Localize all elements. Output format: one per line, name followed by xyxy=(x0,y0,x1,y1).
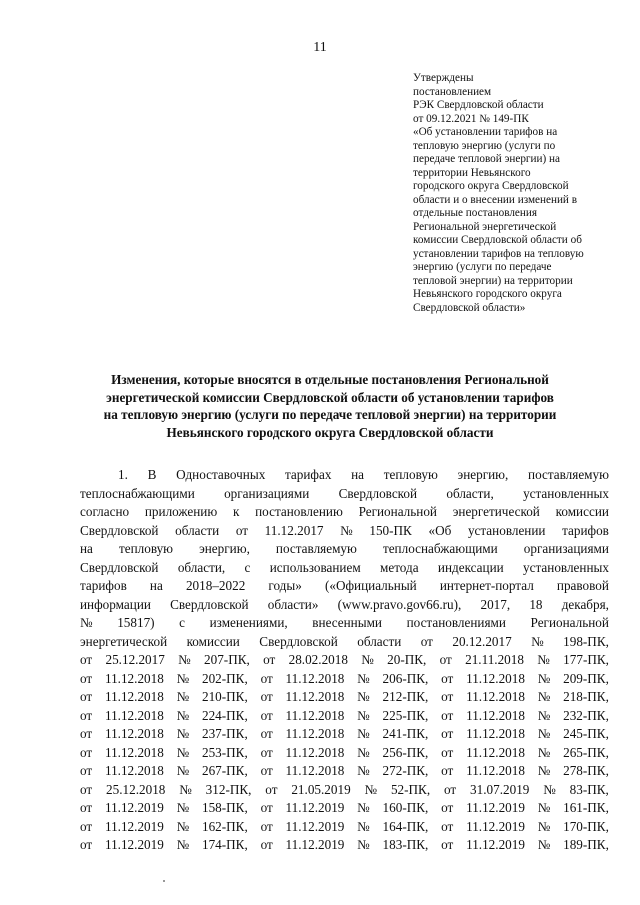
body-line xyxy=(80,485,609,504)
body-line xyxy=(80,559,609,578)
body-line xyxy=(80,596,609,615)
word: № xyxy=(176,707,190,723)
word: изменениями, xyxy=(209,615,288,630)
word: области xyxy=(175,522,220,538)
word: 162-ПК, xyxy=(201,818,248,834)
body-line xyxy=(80,744,609,763)
approval-line: Региональной энергетической xyxy=(413,220,557,233)
word: тарифах xyxy=(285,467,332,482)
word: от xyxy=(260,744,273,760)
word: установленных xyxy=(523,559,609,575)
word: 28.02.2018 xyxy=(288,652,348,667)
word: области» xyxy=(267,596,319,612)
word: от xyxy=(441,726,454,741)
word: правовой xyxy=(556,578,609,593)
word: 11.12.2019 xyxy=(285,837,345,852)
word: 11.12.2018 xyxy=(466,689,525,704)
word: постановлению xyxy=(255,504,343,519)
word: от xyxy=(80,744,93,760)
word: 2018–2022 xyxy=(185,578,246,593)
word: Свердловской xyxy=(170,596,249,612)
heading-line: Изменения, которые вносятся в отдельные постановления Региональной xyxy=(111,372,549,387)
word: интернет-портал xyxy=(439,578,534,593)
word: от xyxy=(441,689,454,704)
word: № xyxy=(80,615,93,630)
word: 11.12.2017 xyxy=(264,522,324,538)
approval-line: территории Невьянского xyxy=(413,166,531,179)
word: использованием xyxy=(269,559,361,575)
body-line xyxy=(80,614,609,633)
word: Региональной xyxy=(358,504,437,519)
word: от xyxy=(80,837,93,852)
page-number: 11 xyxy=(313,40,327,55)
body-line xyxy=(80,707,609,726)
word: от xyxy=(441,670,454,686)
word: № xyxy=(340,522,353,538)
word: 278-ПК, xyxy=(563,763,609,778)
word: установлении xyxy=(467,522,546,538)
word: метода xyxy=(380,559,419,575)
word: 11.12.2018 xyxy=(104,763,164,778)
word: от xyxy=(260,670,273,686)
word: № xyxy=(537,837,551,852)
word: от xyxy=(80,689,93,704)
word: внесенными xyxy=(312,615,382,630)
body-line xyxy=(80,577,609,596)
word: 232-ПК, xyxy=(563,707,609,723)
word: энергетической xyxy=(452,504,540,519)
word: 11.12.2018 xyxy=(285,726,345,741)
word: № xyxy=(357,818,370,834)
word: № xyxy=(537,707,551,723)
word: 11.12.2019 xyxy=(466,800,525,815)
word: 218-ПК, xyxy=(563,689,609,704)
word: организациями xyxy=(523,541,609,556)
word: 265-ПК, xyxy=(563,744,609,760)
body-line xyxy=(80,670,609,689)
word: 241-ПК, xyxy=(382,726,429,741)
word: 21.05.2019 xyxy=(291,781,351,797)
word: 177-ПК, xyxy=(563,652,609,667)
word: № xyxy=(537,652,550,667)
word: от xyxy=(260,818,273,834)
word: № xyxy=(537,670,551,686)
word: «Об xyxy=(428,522,452,538)
word: тарифов xyxy=(80,578,127,593)
word: индексации xyxy=(437,559,504,575)
word: от xyxy=(441,744,454,760)
word: от xyxy=(80,781,93,797)
word: 20-ПК, xyxy=(387,652,427,667)
word: от xyxy=(441,800,454,815)
approval-line: Утверждены xyxy=(413,72,474,84)
word: от xyxy=(260,726,273,741)
word: 170-ПК, xyxy=(563,818,609,834)
word: согласно xyxy=(80,504,130,519)
approval-line: от 09.12.2021 № 149-ПК xyxy=(413,112,529,125)
word: 174-ПК, xyxy=(201,837,248,852)
word: 11.12.2018 xyxy=(104,707,164,723)
word: от xyxy=(80,763,93,778)
word: 11.12.2019 xyxy=(466,818,525,834)
word: комиссии xyxy=(555,504,609,519)
approval-line: энергию (услуги по передаче xyxy=(413,261,552,273)
word: от xyxy=(235,522,249,538)
word: теплоснабжающими xyxy=(382,541,498,556)
word: 245-ПК, xyxy=(563,726,609,741)
body-line xyxy=(80,818,609,837)
document-heading xyxy=(60,371,600,441)
word: поставляемую xyxy=(275,541,357,556)
word: 150-ПК xyxy=(369,522,412,538)
approval-line: «Об установлении тарифов на xyxy=(413,126,558,138)
word: № xyxy=(176,763,190,778)
word: на xyxy=(149,578,163,593)
word: 11.12.2018 xyxy=(104,726,164,741)
approval-line: Невьянского городского округа xyxy=(413,288,562,300)
word: Свердловской xyxy=(80,522,159,538)
body-line xyxy=(80,799,609,818)
word: № xyxy=(357,744,370,760)
body-line xyxy=(80,540,609,559)
word: 183-ПК, xyxy=(382,837,429,852)
word: 11.12.2018 xyxy=(466,726,525,741)
approval-line: комиссии Свердловской области об xyxy=(413,234,582,246)
word: 164-ПК, xyxy=(382,818,429,834)
word: 21.11.2018 xyxy=(465,652,524,667)
word: 11.12.2018 xyxy=(285,707,345,723)
word: тарифов xyxy=(562,522,609,538)
word: 11.12.2018 xyxy=(104,670,164,686)
word: 189-ПК, xyxy=(563,837,609,852)
word: информации xyxy=(80,596,151,612)
scan-speck xyxy=(163,880,165,882)
word: 31.07.2019 xyxy=(470,781,530,797)
approval-line: РЭК Свердловской области xyxy=(413,99,544,111)
word: 11.12.2018 xyxy=(466,744,525,760)
word: на xyxy=(351,467,365,482)
word: 212-ПК, xyxy=(382,689,429,704)
word: 11.12.2019 xyxy=(104,818,164,834)
word: постановлениями xyxy=(406,615,506,630)
word: № xyxy=(179,781,192,797)
word: № xyxy=(537,744,551,760)
word: 272-ПК, xyxy=(382,763,429,778)
word: 11.12.2018 xyxy=(285,744,345,760)
word: 207-ПК, xyxy=(204,652,250,667)
word: энергетической xyxy=(80,633,168,649)
word: тепловую xyxy=(118,541,174,556)
word: установленных xyxy=(523,485,609,501)
word: от xyxy=(441,763,454,778)
approval-line: Свердловской области» xyxy=(413,301,526,314)
word: 11.12.2019 xyxy=(104,837,164,852)
heading-line: энергетической комиссии Свердловской области об установлении тарифов xyxy=(106,389,554,405)
word: 198-ПК, xyxy=(563,633,609,649)
word: от xyxy=(441,707,454,723)
word: Свердловской xyxy=(80,559,159,575)
word: № xyxy=(176,726,190,741)
word: № xyxy=(176,689,190,704)
word: № xyxy=(531,633,544,649)
heading-line: на тепловую энергию (услуги по передаче тепловой энергии) на территории xyxy=(103,407,557,422)
word: 253-ПК, xyxy=(201,744,248,760)
word: № xyxy=(357,763,370,778)
word: 15817) xyxy=(117,615,155,630)
word: 11.12.2018 xyxy=(285,763,345,778)
word: № xyxy=(357,800,370,815)
word: организациями xyxy=(224,485,310,501)
word: № xyxy=(357,670,370,686)
word: № xyxy=(537,763,551,778)
word: годы» xyxy=(268,578,302,593)
word: декабря, xyxy=(561,596,609,612)
word: от xyxy=(260,800,273,815)
word: 11.12.2019 xyxy=(285,800,345,815)
word: 256-ПК, xyxy=(382,744,429,760)
word: от xyxy=(444,781,457,797)
approval-line: передаче тепловой энергии) на xyxy=(413,153,560,165)
word: № xyxy=(176,837,190,852)
word: энергию, xyxy=(199,541,250,556)
word: 11.12.2018 xyxy=(466,670,525,686)
word: 11.12.2018 xyxy=(285,689,345,704)
word: от xyxy=(265,781,278,797)
word: 11.12.2018 xyxy=(104,744,164,760)
word: области, xyxy=(177,559,226,575)
word: энергию, xyxy=(457,467,509,482)
word: 160-ПК, xyxy=(382,800,429,815)
word: к xyxy=(232,504,240,519)
word: Региональной xyxy=(530,615,609,630)
word: 25.12.2017 xyxy=(105,652,165,667)
word: 1. xyxy=(118,467,128,482)
word: 11.12.2019 xyxy=(466,837,525,852)
word: 25.12.2018 xyxy=(106,781,166,797)
word: области xyxy=(357,633,402,649)
body-line xyxy=(80,688,609,707)
word: 11.12.2018 xyxy=(285,670,345,686)
word: № xyxy=(176,818,190,834)
word: 52-ПК, xyxy=(390,781,431,797)
body-line xyxy=(80,762,609,781)
word: от xyxy=(80,726,93,741)
word: от xyxy=(80,652,93,667)
word: тепловую xyxy=(383,467,438,482)
word: № xyxy=(357,726,370,741)
word: 209-ПК, xyxy=(563,670,609,686)
word: от xyxy=(441,837,454,852)
word: № xyxy=(364,781,378,797)
word: 2017, xyxy=(480,596,511,612)
word: 267-ПК, xyxy=(201,763,248,778)
word: № xyxy=(543,781,556,797)
word: № xyxy=(537,726,551,741)
word: № xyxy=(178,652,191,667)
word: с xyxy=(244,559,251,575)
word: приложению xyxy=(144,504,218,519)
word: № xyxy=(176,800,190,815)
word: 225-ПК, xyxy=(382,707,429,723)
approval-line: городского округа Свердловской xyxy=(413,180,569,192)
approval-line: отдельные постановления xyxy=(413,207,537,219)
word: 312-ПК, xyxy=(205,781,252,797)
word: с xyxy=(179,615,186,630)
document-body xyxy=(80,466,609,855)
word: 161-ПК, xyxy=(563,800,609,815)
word: 11.12.2018 xyxy=(466,763,525,778)
word: № xyxy=(357,837,370,852)
approval-line: установлении тарифов на тепловую xyxy=(413,247,584,260)
word: № xyxy=(357,689,370,704)
word: № xyxy=(176,744,190,760)
word: 11.12.2018 xyxy=(104,689,164,704)
body-line xyxy=(80,466,609,485)
word: 11.12.2018 xyxy=(466,707,525,723)
word: («Официальный xyxy=(324,578,417,593)
word: от xyxy=(80,800,93,815)
word: от xyxy=(260,707,273,723)
word: № xyxy=(361,652,374,667)
word: 20.12.2017 xyxy=(452,633,512,649)
word: 202-ПК, xyxy=(201,670,248,686)
word: комиссии xyxy=(186,633,240,649)
word: Одноставочных xyxy=(176,467,266,482)
word: № xyxy=(537,689,551,704)
body-line xyxy=(80,503,609,522)
word: № xyxy=(537,818,551,834)
word: № xyxy=(176,670,190,686)
word: 83-ПК, xyxy=(569,781,609,797)
word: 206-ПК, xyxy=(382,670,429,686)
word: от xyxy=(260,689,273,704)
word: на xyxy=(80,541,93,556)
word: Свердловской xyxy=(338,485,418,501)
body-line xyxy=(80,633,609,652)
approval-line: области и о внесении изменений в xyxy=(413,193,577,206)
word: области, xyxy=(446,485,494,501)
body-line xyxy=(80,781,609,800)
body-line xyxy=(80,725,609,744)
body-line xyxy=(80,522,609,541)
word: 11.12.2019 xyxy=(285,818,345,834)
word: № xyxy=(357,707,370,723)
word: Свердловской xyxy=(259,633,338,649)
approval-line: тепловой энергии) на территории xyxy=(413,274,573,287)
word: 11.12.2019 xyxy=(104,800,164,815)
word: от xyxy=(80,707,93,723)
body-line xyxy=(80,651,609,670)
word: от xyxy=(80,670,93,686)
word: от xyxy=(420,633,433,649)
word: 18 xyxy=(529,596,543,612)
word: от xyxy=(260,837,273,852)
word: от xyxy=(439,652,452,667)
word: 237-ПК, xyxy=(201,726,248,741)
word: 210-ПК, xyxy=(201,689,248,704)
word: от xyxy=(260,763,273,778)
word: 158-ПК, xyxy=(201,800,248,815)
word: (www.pravo.gov66.ru), xyxy=(337,596,462,612)
word: от xyxy=(80,818,93,834)
word: от xyxy=(263,652,276,667)
word: № xyxy=(537,800,551,815)
word: от xyxy=(441,818,454,834)
word: В xyxy=(147,467,157,482)
approval-line: постановлением xyxy=(413,85,492,98)
approval-line: тепловую энергию (услуги по xyxy=(413,139,556,152)
heading-line: Невьянского городского округа Свердловской области xyxy=(166,424,494,440)
approval-block xyxy=(413,72,618,315)
word: теплоснабжающими xyxy=(80,485,195,501)
word: поставляемую xyxy=(528,467,609,482)
word: 224-ПК, xyxy=(201,707,248,723)
body-line xyxy=(80,836,609,855)
